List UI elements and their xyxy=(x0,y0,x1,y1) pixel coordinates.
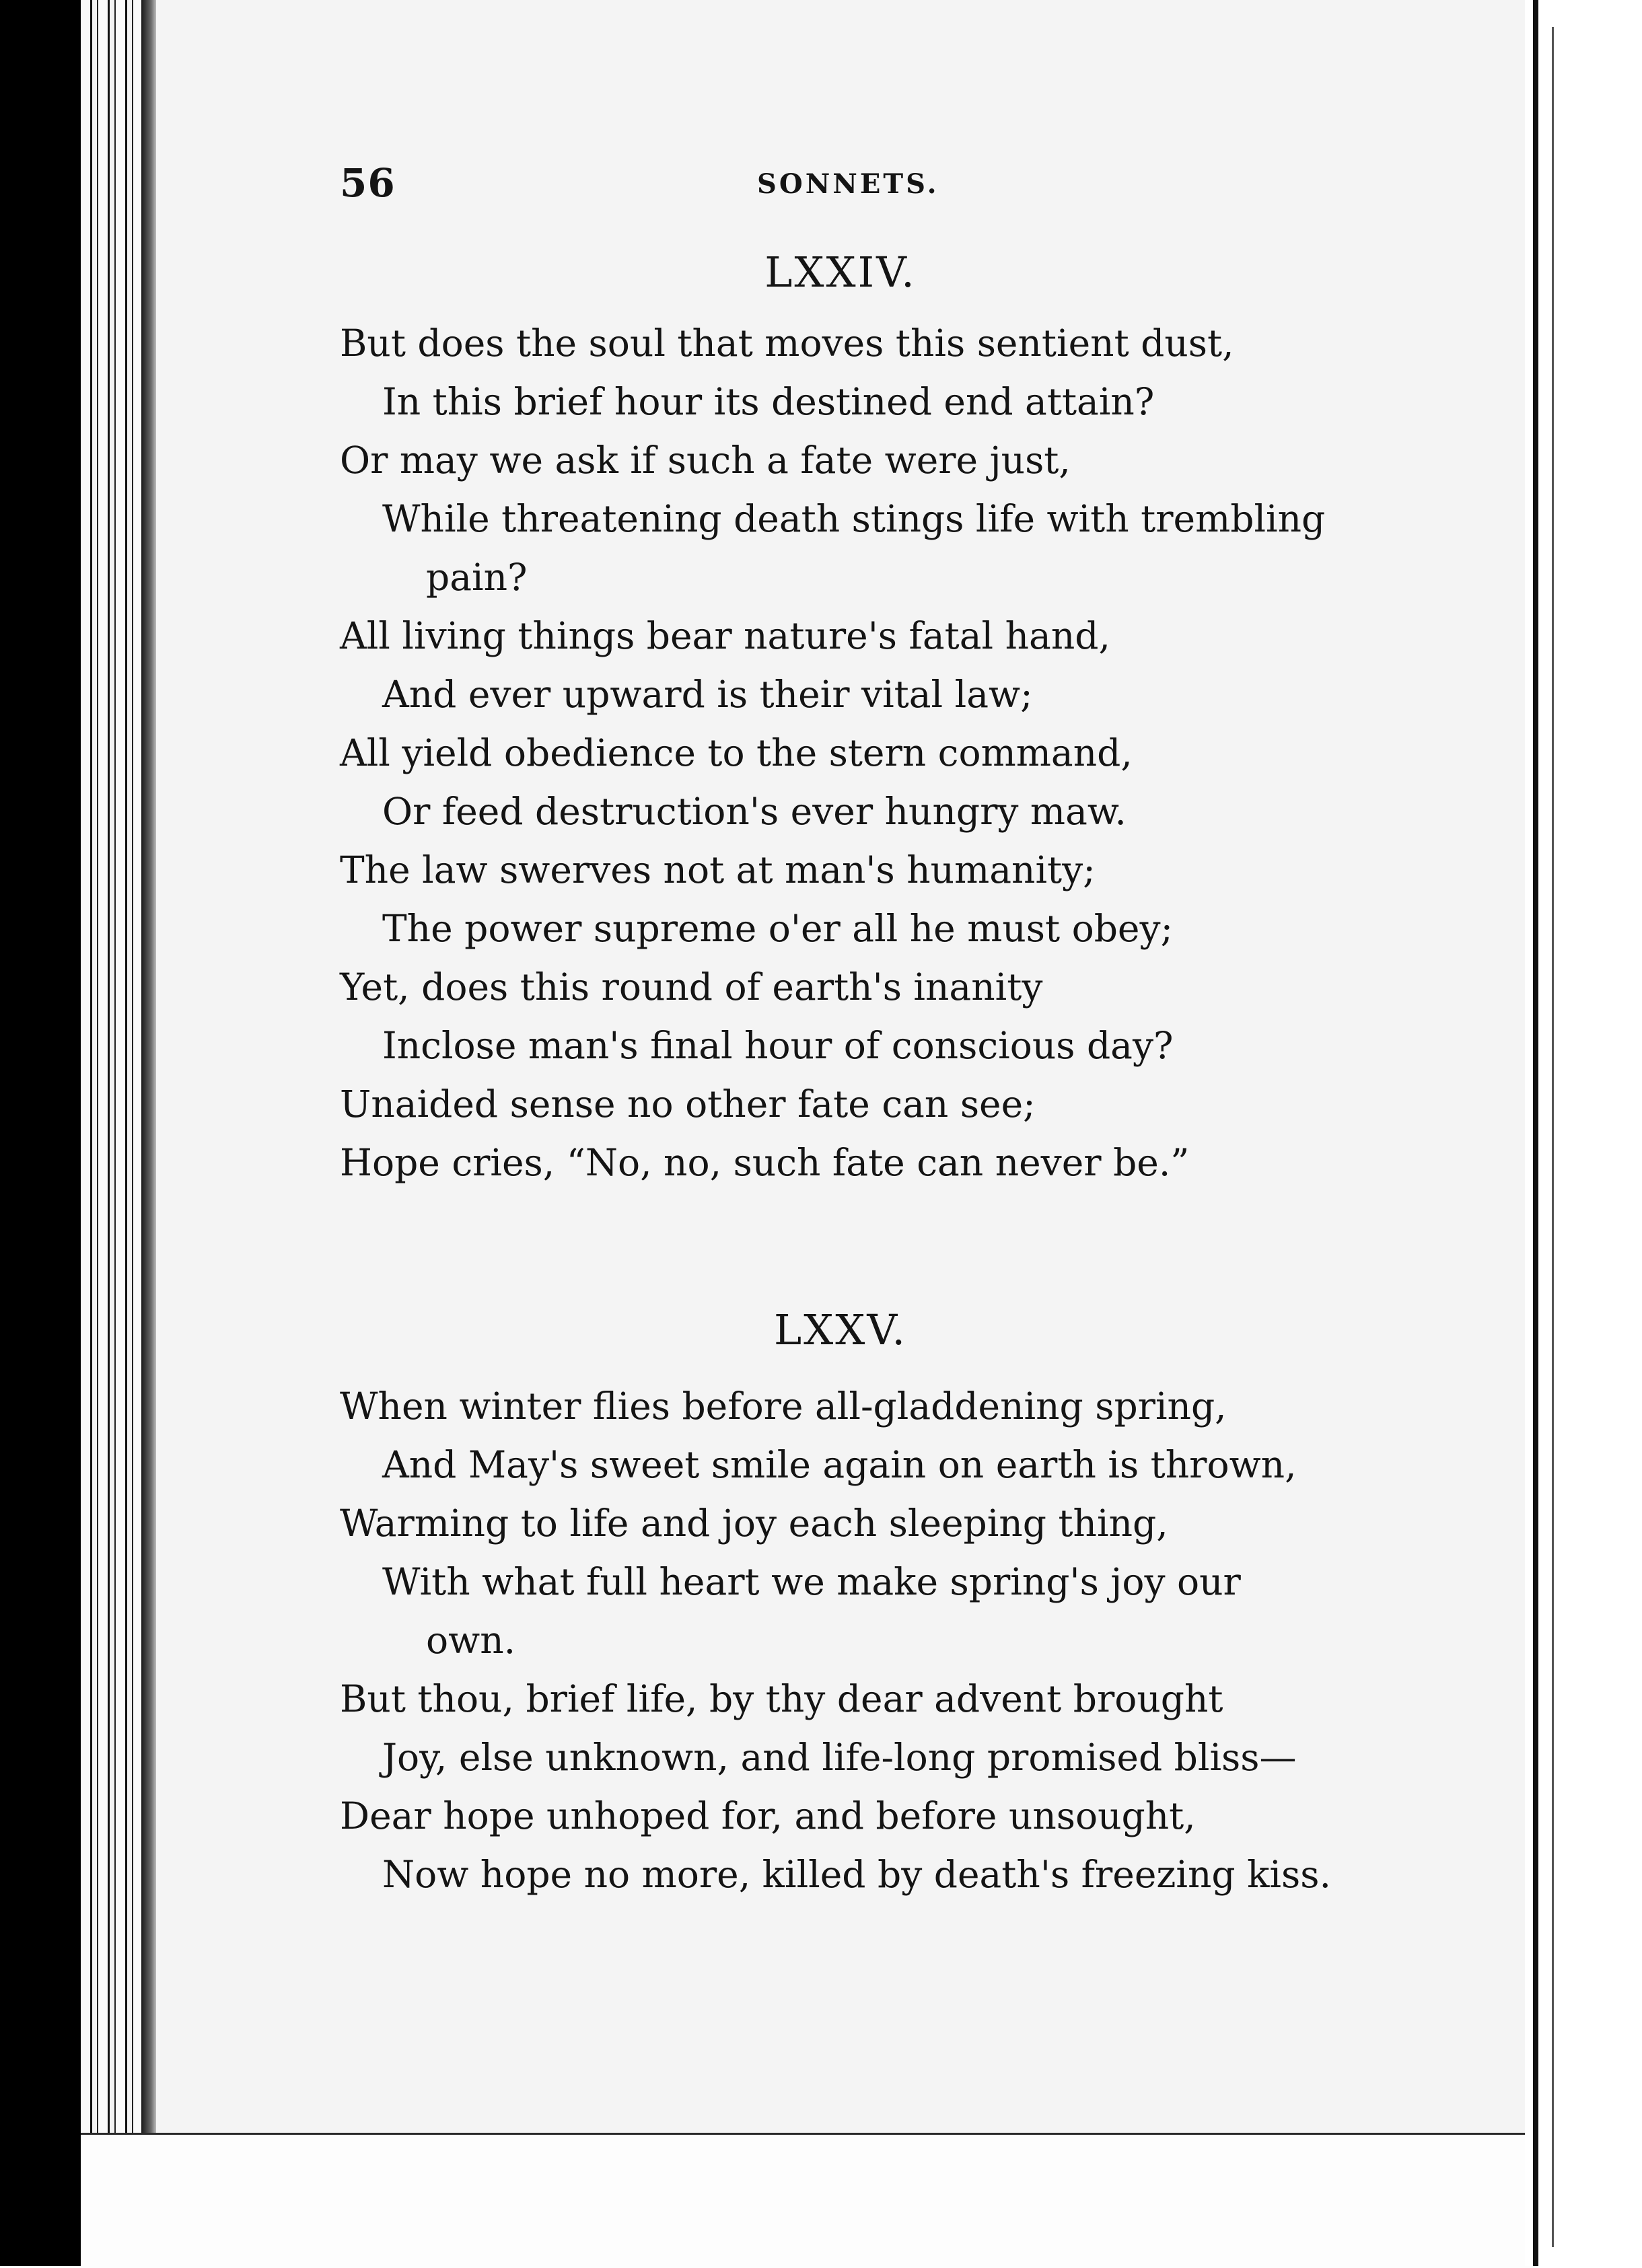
poem-line: Now hope no more, killed by death's freezing kiss. xyxy=(382,1853,1331,1896)
poem-line: Yet, does this round of earth's inanity xyxy=(340,965,1043,1009)
poem-line: own. xyxy=(426,1619,516,1662)
running-head xyxy=(340,160,939,207)
right-gutter xyxy=(1525,0,1642,2266)
page-number: 56 xyxy=(340,160,396,206)
poem-line: All living things bear nature's fatal hand, xyxy=(340,614,1110,657)
poem-line: Or may we ask if such a fate were just, xyxy=(340,439,1071,482)
poem-line: And May's sweet smile again on earth is thrown, xyxy=(382,1443,1297,1486)
poem-line: In this brief hour its destined end attain? xyxy=(382,380,1155,423)
sonnet-heading-lxxiv: LXXIV. xyxy=(764,248,917,297)
poem-line: Dear hope unhoped for, and before unsought, xyxy=(340,1794,1196,1837)
poem-line: Joy, else unknown, and life-long promised bliss— xyxy=(382,1736,1297,1779)
facing-page-edge xyxy=(1533,0,1538,2266)
sonnet-heading-lxxv: LXXV. xyxy=(773,1305,908,1354)
poem-line: The law swerves not at man's humanity; xyxy=(340,848,1096,891)
spine-shadow xyxy=(141,0,157,2139)
poem-line: The power supreme o'er all he must obey; xyxy=(382,907,1174,950)
poem-line: All yield obedience to the stern command, xyxy=(340,731,1133,774)
poem-line: Or feed destruction's ever hungry maw. xyxy=(382,790,1127,833)
poem-line: When winter flies before all-gladdening spring, xyxy=(340,1385,1227,1428)
poem-line: Hope cries, “No, no, such fate can never be.” xyxy=(340,1141,1190,1184)
page-bottom-margin xyxy=(81,2133,1534,2268)
poem-line: pain? xyxy=(426,556,528,599)
running-title: SONNETS. xyxy=(757,168,939,200)
poem-line: Unaided sense no other fate can see; xyxy=(340,1083,1036,1126)
poem-line: With what full heart we make spring's joy our xyxy=(382,1560,1241,1603)
facing-page-fold xyxy=(1552,27,1554,2247)
poem-line: But thou, brief life, by thy dear advent brought xyxy=(340,1677,1223,1720)
poem-line: And ever upward is their vital law; xyxy=(382,673,1033,716)
book-edge-shadow xyxy=(0,0,81,2266)
poem-line: While threatening death stings life with trembling xyxy=(382,497,1326,540)
poem-line: Warming to life and joy each sleeping thing, xyxy=(340,1502,1168,1545)
poem-line: Inclose man's final hour of conscious day? xyxy=(382,1024,1174,1067)
poem-line: But does the soul that moves this sentient dust, xyxy=(340,322,1234,365)
